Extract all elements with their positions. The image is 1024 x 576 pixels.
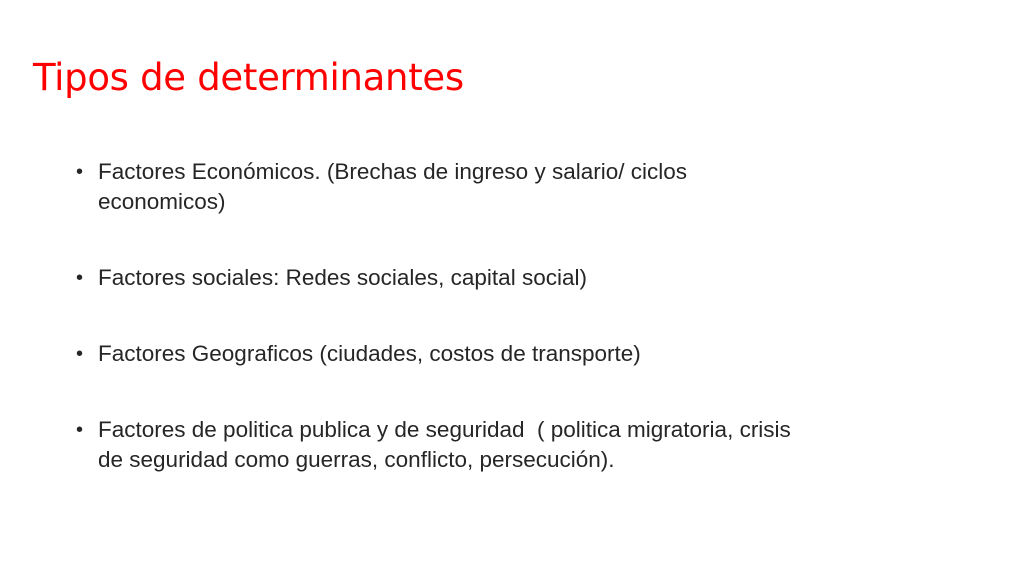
bullet-text: Factores sociales: Redes sociales, capital social) — [98, 265, 587, 290]
bullet-dot-icon: • — [76, 161, 84, 183]
bullet-item-geograficos — [76, 339, 976, 369]
bullet-dot-icon: • — [76, 419, 84, 441]
bullet-item-politica — [76, 415, 976, 475]
bullet-text: Factores Geograficos (ciudades, costos de transporte) — [98, 341, 641, 366]
bullet-item-sociales — [76, 263, 976, 293]
bullet-text: Factores de politica publica y de seguridad ( politica migratoria, crisis de seguridad como guerras, conflicto, persecución). — [98, 417, 791, 472]
bullet-dot-icon: • — [76, 267, 84, 289]
bullet-text: Factores Económicos. (Brechas de ingreso y salario/ ciclos economicos) — [98, 159, 687, 214]
bullet-dot-icon: • — [76, 343, 84, 365]
bullet-item-economicos — [76, 157, 976, 217]
slide-title: Tipos de determinantes — [33, 56, 464, 99]
bullet-list — [76, 157, 976, 475]
